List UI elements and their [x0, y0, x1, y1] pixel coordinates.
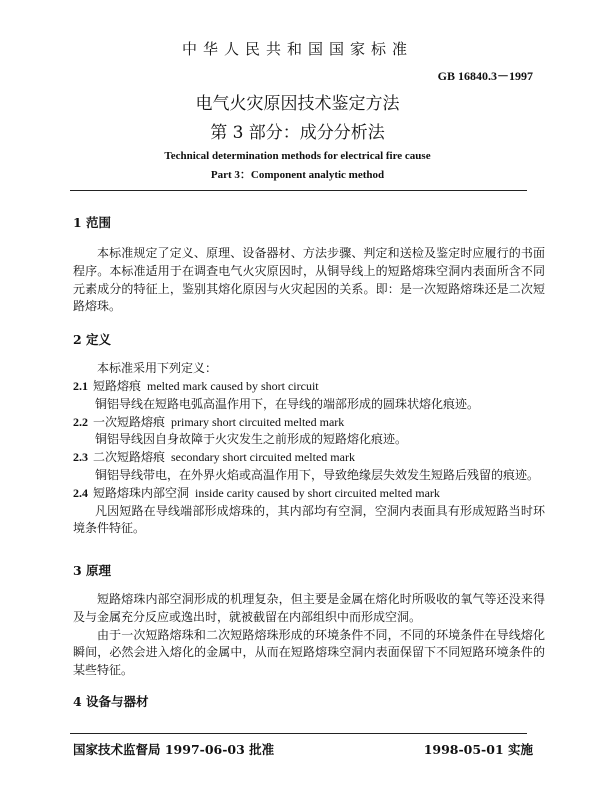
definition-english: primary short circuited melted mark [171, 414, 345, 429]
section-body-scope [73, 245, 545, 316]
header-divider [70, 190, 527, 191]
definition-description: 铜铝导线在短路电弧高温作用下，在导线的端部形成的圆珠状熔化痕迹。 [95, 396, 480, 411]
definition-term: 一次短路熔痕 [93, 414, 166, 429]
approval-date: 国家技术监督局 1997-06-03 批准 [73, 742, 275, 757]
definition-number: 2.1 [73, 379, 88, 393]
definition-number: 2.4 [73, 485, 88, 500]
definitions-intro [73, 360, 545, 378]
section-heading-equipment: 4 设备与器材 [73, 694, 149, 709]
paragraph: 本标准规定了定义、原理、设备器材、方法步骤、判定和送检及鉴定时应履行的书面程序。本标准适用于在调查电气火灾原因时，从铜导线上的短路熔珠空洞内表面所含不同元素成分的特征上，鉴别其熔化原因与火灾起因的关系。即：是一次短路熔珠还是二次短路熔珠。 [73, 246, 545, 314]
section-heading-definitions: 2 定义 [73, 332, 112, 347]
definition-english: secondary short circuited melted mark [171, 450, 355, 465]
section-body-principle [73, 591, 545, 680]
definition-description: 铜铝导线带电，在外界火焰或高温作用下，导致绝缘层失效发生短路后残留的痕迹。 [95, 467, 540, 482]
definition-item [73, 449, 545, 485]
definition-term: 短路熔珠内部空洞 [93, 485, 190, 500]
paragraph: 本标准采用下列定义： [97, 361, 218, 375]
standard-number: GB 16840.3－1997 [437, 69, 533, 83]
section-heading-scope: 1 范围 [73, 215, 112, 230]
definition-number: 2.3 [73, 450, 88, 465]
implementation-date: 1998-05-01 实施 [423, 742, 533, 757]
definition-description: 凡因短路在导线端部形成熔珠的，其内部均有空洞，空洞内表面具有形成短路当时环境条件特征。 [73, 503, 545, 536]
document-title: 电气火灾原因技术鉴定方法 [195, 94, 400, 114]
paragraph: 短路熔珠内部空洞形成的机理复杂，但主要是金属在熔化时所吸收的氧气等还没来得及与金属充分反应或逸出时，就被截留在内部组织中而形成空洞。 [73, 592, 545, 624]
paragraph: 由于一次短路熔珠和二次短路熔珠形成的环境条件不同，不同的环境条件在导线熔化瞬间，必然会进入熔化的金属中，从而在短路熔珠空洞内表面保留下不同短路环境条件的某些特征。 [73, 627, 545, 678]
footer-divider [70, 733, 527, 734]
definition-item [73, 485, 545, 538]
document-subtitle: 第 3 部分：成分分析法 [210, 123, 385, 143]
definition-english: inside carity caused by short circuited melted mark [195, 485, 440, 500]
english-title: Technical determination methods for electrical fire cause [164, 150, 431, 162]
definition-term: 短路熔痕 [93, 379, 142, 393]
english-subtitle: Part 3：Component analytic method [210, 169, 385, 181]
definition-number: 2.2 [73, 414, 88, 429]
definition-english: melted mark caused by short circuit [147, 379, 319, 393]
definition-item [73, 378, 545, 414]
section-heading-principle: 3 原理 [73, 563, 112, 578]
definition-term: 二次短路熔痕 [93, 450, 166, 465]
definition-description: 铜铝导线因自身故障于火灾发生之前形成的短路熔化痕迹。 [95, 432, 408, 447]
definition-list [73, 378, 545, 538]
definition-item [73, 414, 545, 450]
national-standard-heading: 中华人民共和国国家标准 [181, 40, 413, 58]
